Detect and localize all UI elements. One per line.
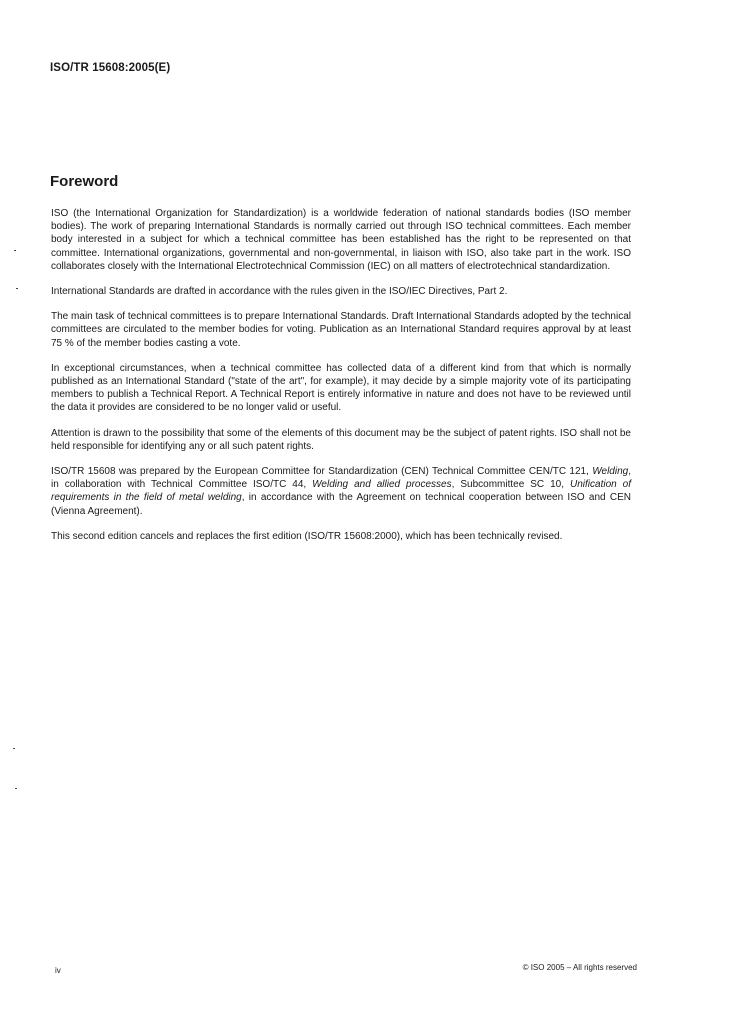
foreword-body	[51, 207, 631, 555]
page-number: iv	[55, 966, 61, 975]
preparation-text-2: , in collaboration with Technical Committee ISO/TC 44,	[51, 466, 631, 491]
preparation-italic-unification: Unification of requirements in the field of metal welding	[51, 479, 631, 504]
paragraph-exceptional-circumstances: In exceptional circumstances, when a technical committee has collected data of a different kind from that which is normally published as an International Standard ("state of the art", for example), it may decide by a simple majority vote of its participating members to publish a Technical Report. A Technical Report is entirely informative in nature and does not have to be reviewed until the data it provides are considered to be no longer valid or useful.	[51, 362, 631, 414]
preparation-text-1: ISO/TR 15608 was prepared by the European Committee for Standardization (CEN) Technical Committee CEN/TC 121,	[51, 466, 593, 478]
paragraph-main-task: The main task of technical committees is to prepare International Standards. Draft International Standards adopted by the technical committees are circulated to the member bodies for voting. Publication as an International Standard requires approval by at least 75 % of the member bodies casting a vote.	[51, 311, 631, 349]
document-reference: ISO/TR 15608:2005(E)	[50, 62, 171, 74]
paragraph-second-edition: This second edition cancels and replaces the first edition (ISO/TR 15608:2000), which has been technically revised.	[51, 530, 563, 542]
scan-speck	[14, 250, 16, 251]
paragraph-preparation	[51, 465, 631, 518]
scan-speck	[13, 748, 15, 749]
section-heading-foreword: Foreword	[50, 173, 119, 190]
preparation-italic-welding: Welding	[592, 466, 629, 478]
paragraph-iso-federation: ISO (the International Organization for Standardization) is a worldwide federation of national standards bodies (ISO member bodies). The work of preparing International Standards is normally carried out through ISO technical committees. Each member body interested in a subject for which a technical committee has been established has the right to be represented on that committee. International organizations, governmental and non-governmental, in liaison with ISO, also take part in the work. ISO collaborates closely with the International Electrotechnical Commission (IEC) on all matters of electrotechnical standardization.	[51, 208, 631, 272]
preparation-text-3: , Subcommittee SC 10,	[451, 479, 570, 491]
scan-speck	[15, 788, 17, 789]
paragraph-drafting-rules: International Standards are drafted in accordance with the rules given in the ISO/IEC Directives, Part 2.	[51, 286, 508, 298]
preparation-italic-processes: Welding and allied processes	[312, 479, 452, 491]
scan-speck	[16, 288, 18, 289]
copyright-notice: © ISO 2005 – All rights reserved	[522, 963, 637, 972]
preparation-text-4: , in accordance with the Agreement on technical cooperation between ISO and CEN (Vienna Agreement).	[51, 492, 631, 517]
paragraph-patent-rights: Attention is drawn to the possibility that some of the elements of this document may be the subject of patent rights. ISO shall not be held responsible for identifying any or all such patent rights.	[51, 427, 631, 452]
